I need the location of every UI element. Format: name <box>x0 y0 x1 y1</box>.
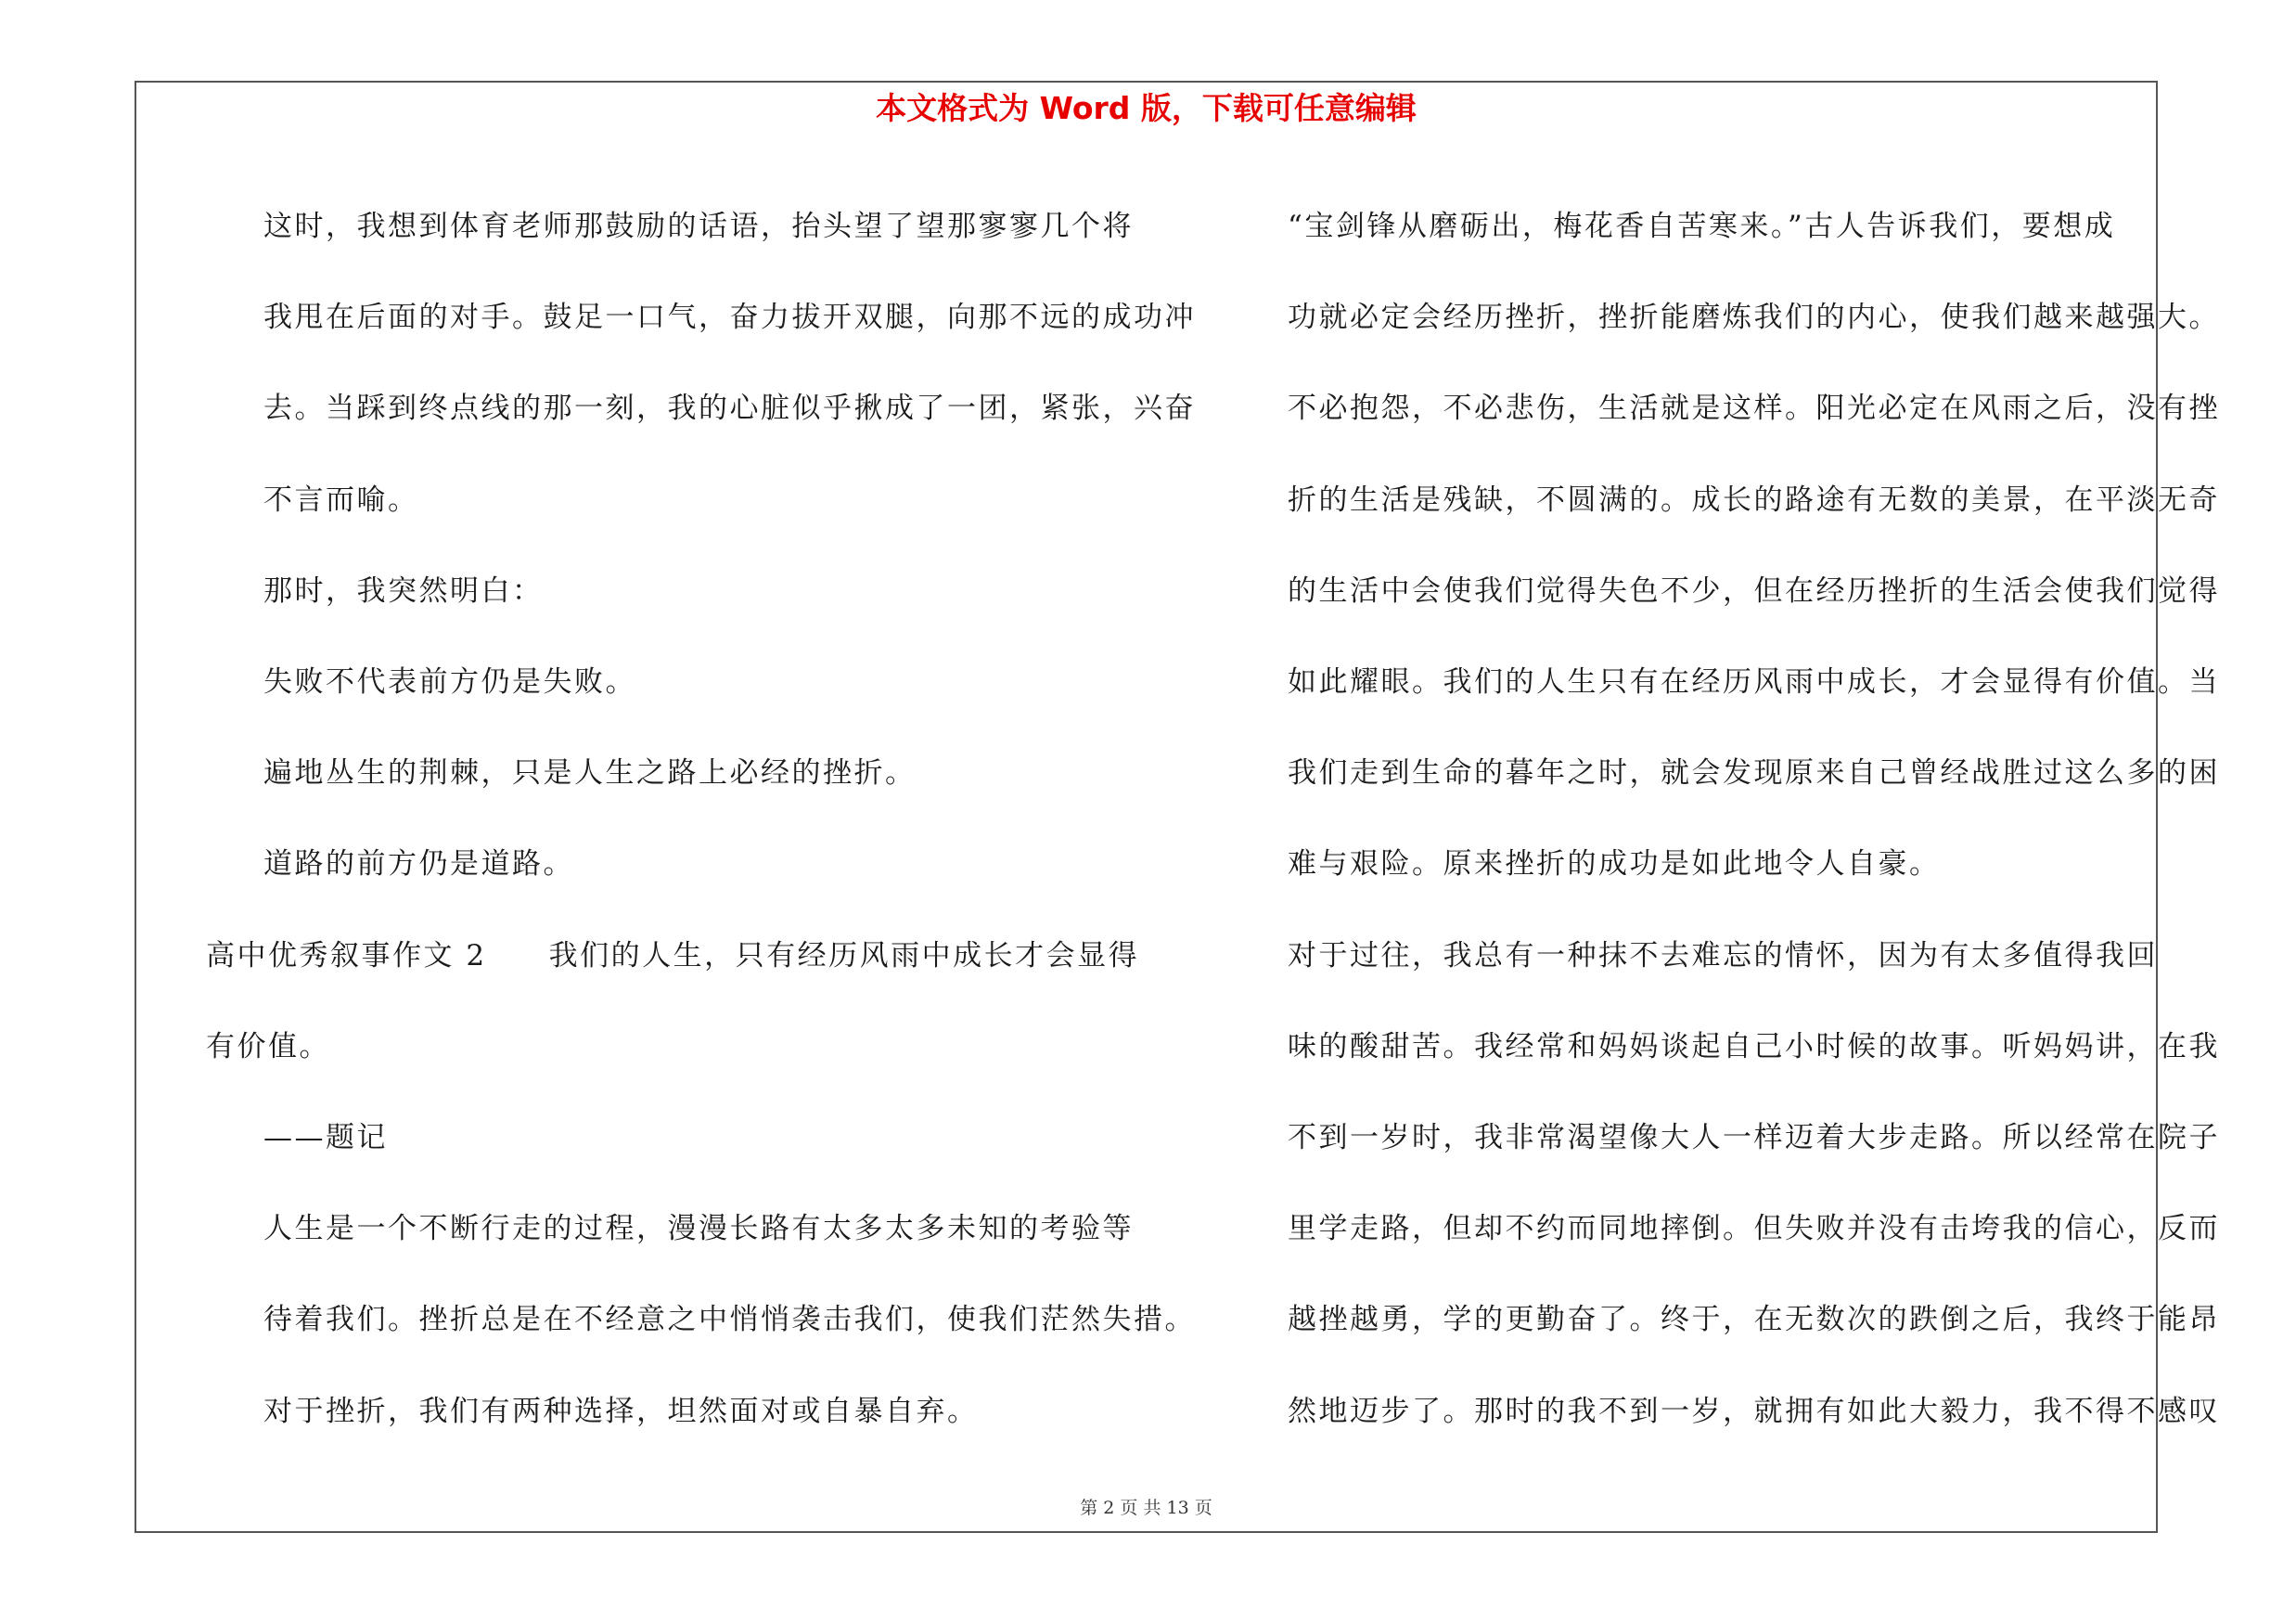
text-line: 越挫越勇，学的更勤奋了。终于，在无数次的跌倒之后，我终于能昂 <box>1288 1303 2220 1337</box>
text-line: 味的酸甜苦。我经常和妈妈谈起自己小时候的故事。听妈妈讲，在我 <box>1288 1029 2220 1063</box>
paragraph <box>206 637 1134 728</box>
text-line: 里学走路，但却不约而同地摔倒。但失败并没有击垮我的信心，反而 <box>1288 1212 2220 1246</box>
text-line: 遍地丛生的荆棘，只是人生之路上必经的挫折。 <box>263 756 917 791</box>
text-line: 不到一岁时，我非常渴望像大人一样迈着大步走路。所以经常在院子 <box>1288 1121 2220 1155</box>
text-line: 我们走到生命的暮年之时，就会发现原来自己曾经战胜过这么多的困 <box>1288 756 2220 791</box>
text-line: 折的生活是残缺，不圆满的。成长的路途有无数的美景，在平淡无奇 <box>1288 483 2220 517</box>
text-line: 不必抱怨，不必悲伤，生活就是这样。阳光必定在风雨之后，没有挫 <box>1288 392 2220 426</box>
text-line: 待着我们。挫折总是在不经意之中悄悄袭击我们，使我们茫然失措。 <box>263 1303 1196 1337</box>
right-column <box>1230 181 2220 1457</box>
text-line: 对于挫折，我们有两种选择，坦然面对或自暴自弃。 <box>263 1394 979 1428</box>
left-column <box>206 181 1196 1457</box>
page-footer: 第 2 页 共 13 页 <box>1080 1498 1212 1518</box>
text-line: 如此耀眼。我们的人生只有在经历风雨中成长，才会显得有价值。当 <box>1288 665 2220 700</box>
paragraph <box>206 728 1134 818</box>
paragraph <box>1230 910 2220 1457</box>
text-line: 难与艰险。原来挫折的成功是如此地令人自豪。 <box>1288 847 1941 882</box>
paragraph <box>206 818 1134 909</box>
text-line: 我甩在后面的对手。鼓足一口气，奋力拔开双腿，向那不远的成功冲 <box>263 301 1196 335</box>
paragraph <box>206 1183 1196 1457</box>
text-line: ——题记 <box>263 1121 388 1155</box>
text-line: 功就必定会经历挫折，挫折能磨炼我们的内心，使我们越来越强大。 <box>1288 301 2220 335</box>
paragraph <box>206 1092 1134 1183</box>
text-line: 失败不代表前方仍是失败。 <box>263 665 636 700</box>
paragraph <box>1230 181 2220 910</box>
text-line: 有价值。 <box>206 1029 330 1063</box>
text-line: 对于过往，我总有一种抹不去难忘的情怀，因为有太多值得我回 <box>1288 938 2158 973</box>
text-line: 不言而喻。 <box>263 483 419 517</box>
text-line: 的生活中会使我们觉得失色不少，但在经历挫折的生活会使我们觉得 <box>1288 573 2220 608</box>
text-line: 这时，我想到体育老师那鼓励的话语，抬头望了望那寥寥几个将 <box>263 210 1134 243</box>
paragraph <box>206 546 1134 637</box>
paragraph <box>206 910 1140 1092</box>
text-line: 道路的前方仍是道路。 <box>263 847 574 882</box>
text-line: 那时，我突然明白： <box>263 573 544 608</box>
text-line: 高中优秀叙事作文 2 我们的人生，只有经历风雨中成长才会显得 <box>206 938 1140 973</box>
text-line: 人生是一个不断行走的过程，漫漫长路有太多太多未知的考验等 <box>263 1212 1134 1246</box>
paragraph <box>206 181 1196 546</box>
format-banner: 本文格式为 Word 版，下载可任意编辑 <box>876 90 1417 126</box>
text-line: “宝剑锋从磨砺出，梅花香自苦寒来。”古人告诉我们，要想成 <box>1288 210 2116 243</box>
text-line: 去。当踩到终点线的那一刻，我的心脏似乎揪成了一团，紧张，兴奋 <box>263 392 1196 426</box>
text-line: 然地迈步了。那时的我不到一岁，就拥有如此大毅力，我不得不感叹 <box>1288 1394 2220 1428</box>
